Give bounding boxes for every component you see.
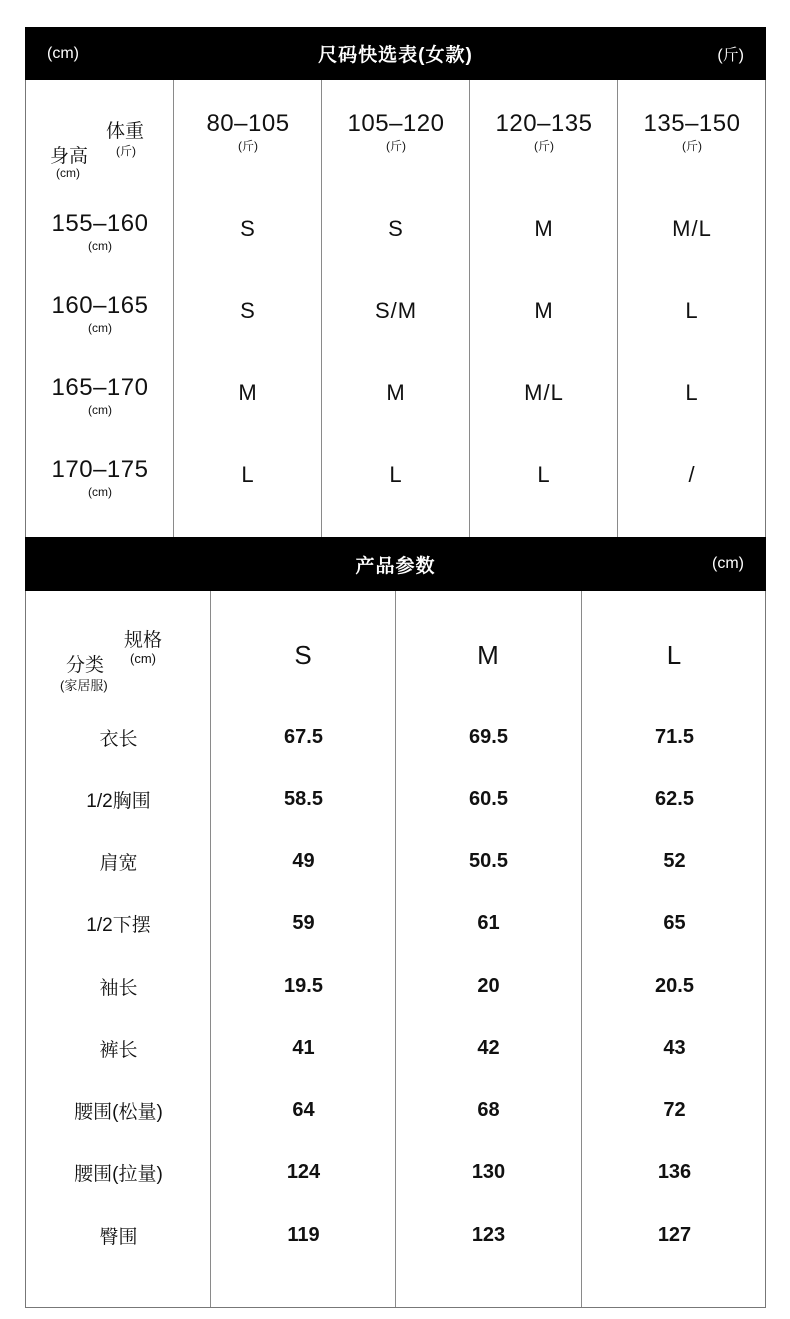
height-unit: (cm): [88, 239, 112, 253]
height-range-cell: [26, 284, 174, 344]
size-cell: M: [238, 380, 258, 405]
product-params-corner: [26, 591, 211, 711]
weight-label: 体重: [106, 121, 145, 142]
size-cell: L: [241, 462, 255, 487]
header-unit-right: (斤): [717, 47, 744, 64]
param-value: 119: [287, 1223, 320, 1246]
param-label: 臀围: [99, 1226, 138, 1248]
size-cell: S: [240, 298, 256, 323]
size-cell: L: [537, 462, 551, 487]
height-unit: (cm): [56, 166, 80, 180]
param-value: 72: [663, 1098, 686, 1121]
size-cell: S: [240, 216, 256, 241]
weight-range: 80–105: [206, 110, 290, 137]
product-params-table: [25, 591, 766, 1308]
size-header: S: [294, 639, 313, 670]
weight-header: [322, 102, 470, 162]
param-label: 腰围(松量): [74, 1101, 163, 1123]
category-sub: (家居服): [60, 678, 108, 693]
size-cell: L: [389, 462, 403, 487]
param-label: 袖长: [99, 977, 138, 999]
param-value: 19.5: [284, 974, 323, 997]
param-value: 42: [477, 1036, 500, 1059]
param-value: 71.5: [655, 725, 694, 748]
param-value: 62.5: [655, 787, 694, 810]
spec-unit: (cm): [130, 651, 156, 666]
param-label: 腰围(拉量): [74, 1163, 163, 1185]
size-header: M: [477, 639, 500, 670]
size-chart-title: 尺码快选表(女款): [318, 45, 473, 66]
size-chart-corner: [26, 80, 174, 190]
param-label: 1/2胸围: [86, 790, 151, 812]
weight-range-unit: (斤): [682, 139, 702, 153]
param-value: 49: [292, 849, 315, 872]
size-cell: L: [685, 298, 699, 323]
height-range-cell: [26, 202, 174, 262]
param-value: 59: [292, 911, 315, 934]
weight-range: 120–135: [495, 110, 593, 137]
param-value: 123: [471, 1223, 506, 1246]
param-value: 61: [477, 911, 500, 934]
param-label: 1/2下摆: [86, 914, 151, 936]
weight-header: [618, 102, 766, 162]
weight-range-unit: (斤): [238, 139, 258, 153]
size-cell: M: [534, 216, 554, 241]
size-header: L: [666, 639, 683, 670]
param-value: 136: [657, 1160, 692, 1183]
size-cell: M: [534, 298, 554, 323]
product-params-header: [25, 537, 766, 591]
height-range: 160–165: [51, 292, 149, 319]
height-unit: (cm): [88, 403, 112, 417]
weight-header: [174, 102, 322, 162]
param-label: 裤长: [99, 1039, 138, 1061]
size-cell: /: [688, 462, 696, 487]
weight-range-unit: (斤): [386, 139, 406, 153]
size-cell: S: [388, 216, 404, 241]
param-value: 60.5: [469, 787, 508, 810]
height-unit: (cm): [88, 485, 112, 499]
spec-label: 规格: [124, 630, 163, 651]
height-range: 155–160: [51, 210, 149, 237]
size-cell: M/L: [672, 216, 712, 241]
param-value: 50.5: [469, 849, 508, 872]
param-value: 20: [477, 974, 500, 997]
size-chart-table: [25, 80, 766, 537]
param-value: 67.5: [284, 725, 323, 748]
param-value: 43: [663, 1036, 686, 1059]
height-range: 170–175: [51, 456, 149, 483]
param-value: 68: [477, 1098, 500, 1121]
height-unit: (cm): [88, 321, 112, 335]
height-range: 165–170: [51, 374, 149, 401]
height-label: 身高: [50, 146, 89, 167]
weight-range-unit: (斤): [534, 139, 554, 153]
height-range-cell: [26, 366, 174, 426]
column-divider: [581, 591, 582, 1307]
param-value: 127: [657, 1223, 692, 1246]
param-value: 65: [663, 911, 686, 934]
param-value: 64: [292, 1098, 315, 1121]
size-cell: M/L: [524, 380, 564, 405]
product-params-title: 产品参数: [355, 555, 436, 577]
param-label: 衣长: [99, 728, 138, 750]
param-value: 58.5: [284, 787, 323, 810]
param-value: 20.5: [655, 974, 694, 997]
weight-unit: (斤): [116, 144, 136, 158]
param-value: 124: [286, 1160, 321, 1183]
category-label: 分类: [66, 655, 105, 676]
param-value: 69.5: [469, 725, 508, 748]
size-cell: M: [386, 380, 406, 405]
weight-range: 135–150: [643, 110, 741, 137]
param-value: 52: [663, 849, 686, 872]
param-value: 130: [471, 1160, 506, 1183]
param-label: 肩宽: [99, 852, 138, 874]
header-unit-right: (cm): [712, 555, 744, 572]
weight-header: [470, 102, 618, 162]
size-chart-header: [25, 27, 766, 80]
column-divider: [395, 591, 396, 1307]
size-cell: S/M: [374, 298, 418, 323]
height-range-cell: [26, 448, 174, 508]
header-unit-left: (cm): [47, 44, 79, 62]
size-cell: L: [685, 380, 699, 405]
weight-range: 105–120: [347, 110, 445, 137]
param-value: 41: [292, 1036, 315, 1059]
